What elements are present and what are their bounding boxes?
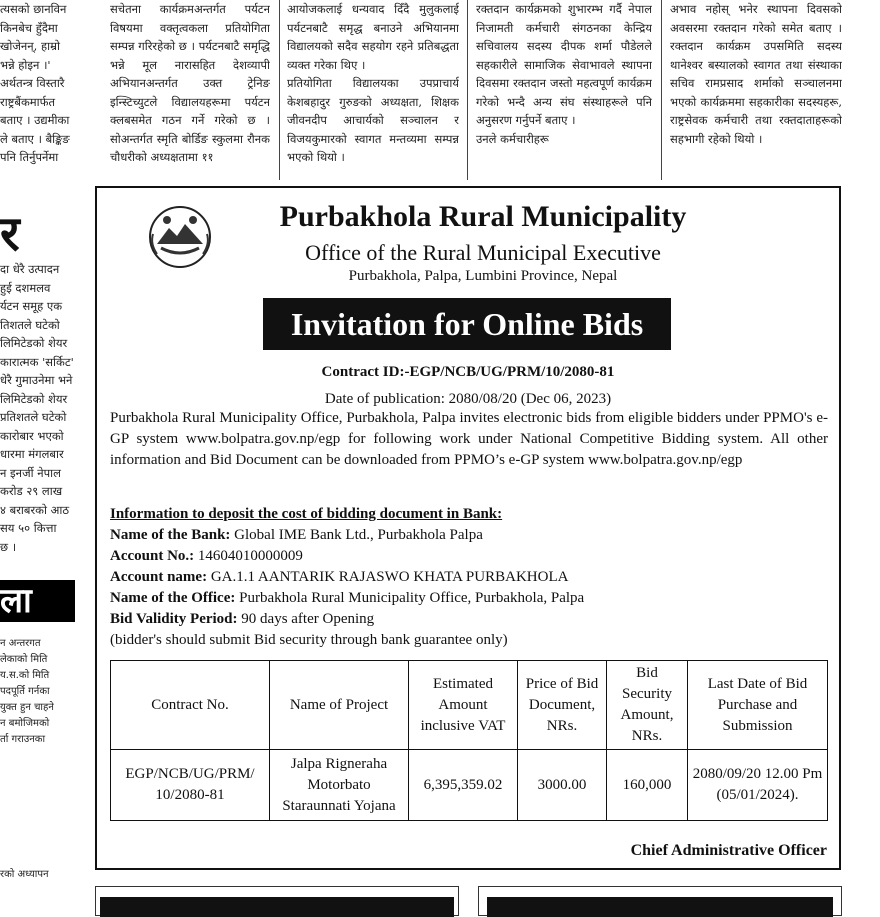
notice-intro: Purbakhola Rural Municipality Office, Purbakhola, Palpa invites electronic bids from eligible bidders under PPMO's e-GP system www.bolpatra.gov.np/egp for following work under National Competitive Bidding system. All other information and Bid Document can be downloaded from PPMO’s e-GP system www.bolpatra.gov.np/egp <box>110 410 828 468</box>
news-column-2: आयोजकलाई धन्यवाद दिँदै मुलुकलाई पर्यटनबाटै समृद्ध बनाउने अभियानमा विद्यालयको सदैव सहयोग रहने प्रतिबद्धता व्यक्त गरेका थिए । प्रतियोगिता विद्यालयका उपप्राचार्य केशबहादुर गुरुङको अध्यक्षता, शिक्षक जीवनदीप आचार्यको सञ्चालन र विजयकुमारको स्वागत मन्तव्यमा सम्पन्न भएको थियो । <box>287 2 459 164</box>
bottom-ad-bar <box>100 897 454 917</box>
table-cell: 6,395,359.02 <box>409 750 518 821</box>
table-row <box>111 750 828 821</box>
table-header: Contract No. <box>111 661 270 750</box>
bid-notice <box>95 186 841 870</box>
column-divider <box>279 0 280 180</box>
left-column-mid-text: दा धेरै उत्पादन हुई दशमलव र्यटन समूह एक तिशतले घटेको लिमिटेडको शेयर कारात्मक 'सर्किट' धेरै गुमाउनेमा भने लिमिटेडको शेयर प्रतिशतले घटेको कारोबार भएको धारमा मंगलबार न इनर्जी नेपाल करोड २९ लाख ४ बराबरको आठ सय ५० कित्ता छ । <box>0 262 74 554</box>
left-partial-heading: र <box>0 206 20 262</box>
table-cell: 3000.00 <box>518 750 607 821</box>
table-cell: EGP/NCB/UG/PRM/ 10/2080-81 <box>111 750 270 821</box>
bank-info <box>110 504 828 651</box>
left-column-top-text: त्यसको छानविन किनबेच हुँदैमा खोजेनन्, हाम्रो भन्ने होइन ।' अर्थतन्त्र विस्तारै राष्ट्रबैंकमार्फत बताए । उद्यमीका ले बताए । बैङ्किङ पनि तिर्नुपर्नेमा <box>0 2 70 164</box>
news-column-4: अभाव नहोस् भनेर स्थापना दिवसको अवसरमा रक्तदान गरेको समेत बताए । रक्तदान कार्यक्रम उपसमिति सदस्य थानेश्वर बस्यालको स्वागत तथा संस्थाका सचिव रामप्रसाद शर्माको सञ्चालनमा भएको कार्यक्रममा सहकारीका सदस्यहरू, राष्ट्रसेवक कर्मचारी तथा रक्तदाताहरूको सहभागी रहेको थियो । <box>670 2 842 146</box>
bottom-ad-left <box>95 886 459 916</box>
table-cell: 160,000 <box>607 750 688 821</box>
security-note: (bidder's should submit Bid security through bank guarantee only) <box>110 632 508 648</box>
notice-title: Purbakhola Rural Municipality <box>279 200 687 233</box>
office-name-line: Name of the Office: Purbakhola Rural Municipality Office, Purbakhola, Palpa <box>110 590 585 606</box>
notice-address: Purbakhola, Palpa, Lumbini Province, Nepal <box>348 268 618 284</box>
bottom-ad-right <box>478 886 842 916</box>
column-divider <box>661 0 662 180</box>
column-divider <box>467 0 468 180</box>
notice-subtitle: Office of the Rural Municipal Executive <box>305 240 661 265</box>
deposit-heading: Information to deposit the cost of bidding document in Bank: <box>110 506 503 522</box>
table-header: Price of Bid Document, NRs. <box>518 661 607 750</box>
left-partial-banner: ला <box>0 580 75 622</box>
left-column-bottom-text: न अन्तरगत लेकाको मिति य.स.को मिति पदपूर्ति गर्नका युक्त हुन चाहने न बमोजिमको र्ता गराउनका <box>0 638 54 745</box>
bid-table <box>110 660 828 821</box>
bottom-ad-bar <box>487 897 833 917</box>
account-no-line: Account No.: 14604010000009 <box>110 548 303 564</box>
bid-validity-line: Bid Validity Period: 90 days after Opening <box>110 611 375 627</box>
account-name-line: Account name: GA.1.1 AANTARIK RAJASWO KHATA PURBAKHOLA <box>110 569 569 585</box>
table-cell: Jalpa Rigneraha Motorbato Staraunnati Yojana <box>270 750 409 821</box>
news-column-1: सचेतना कार्यक्रमअन्तर्गत पर्यटन विषयमा वक्तृत्वकला प्रतियोगिता सम्पन्न गरिरहेको छ । पर्यटनबाटै समृद्धि भन्ने मूल नारासहित देशव्यापी अभियानअन्तर्गत उक्त ट्रेनिङ इन्स्टिच्युटले विद्यालयहरूमा पर्यटन क्लबसमेत गठन गर्ने गरेको छ । सोअन्तर्गत स्मृति बोर्डिङ स्कुलमा रौनक चौधरीको अध्यक्षतामा ११ <box>110 2 270 164</box>
table-header-row <box>111 661 828 750</box>
signature: Chief Administrative Officer <box>630 842 827 859</box>
table-header: Estimated Amount inclusive VAT <box>409 661 518 750</box>
left-column-foot-text: रको अध्यापन <box>0 869 49 880</box>
publication-date: Date of publication: 2080/08/20 (Dec 06, 2023) <box>324 391 612 407</box>
table-header: Bid Security Amount, NRs. <box>607 661 688 750</box>
table-cell: 2080/09/20 12.00 Pm (05/01/2024). <box>688 750 828 821</box>
table-header: Last Date of Bid Purchase and Submission <box>688 661 828 750</box>
notice-banner: Invitation for Online Bids <box>263 298 671 350</box>
contract-id: Contract ID:-EGP/NCB/UG/PRM/10/2080-81 <box>321 364 615 380</box>
table-header: Name of Project <box>270 661 409 750</box>
bank-name-line: Name of the Bank: Global IME Bank Ltd., Purbakhola Palpa <box>110 527 483 543</box>
news-column-3: रक्तदान कार्यक्रमको शुभारम्भ गर्दै नेपाल निजामती कर्मचारी संगठनका केन्द्रिय सचिवालय सदस्य दीपक शर्मा पौडेलले सहकारीले सामाजिक सेवाभावले स्थापना दिवसमा रक्तदान जस्तो महत्वपूर्ण कार्यक्रम गरेको भन्दै अन्य संघ संस्थाहरूले पनि अनुसरण गर्नुपर्ने बताए । उनले कर्मचारीहरू <box>476 2 652 146</box>
